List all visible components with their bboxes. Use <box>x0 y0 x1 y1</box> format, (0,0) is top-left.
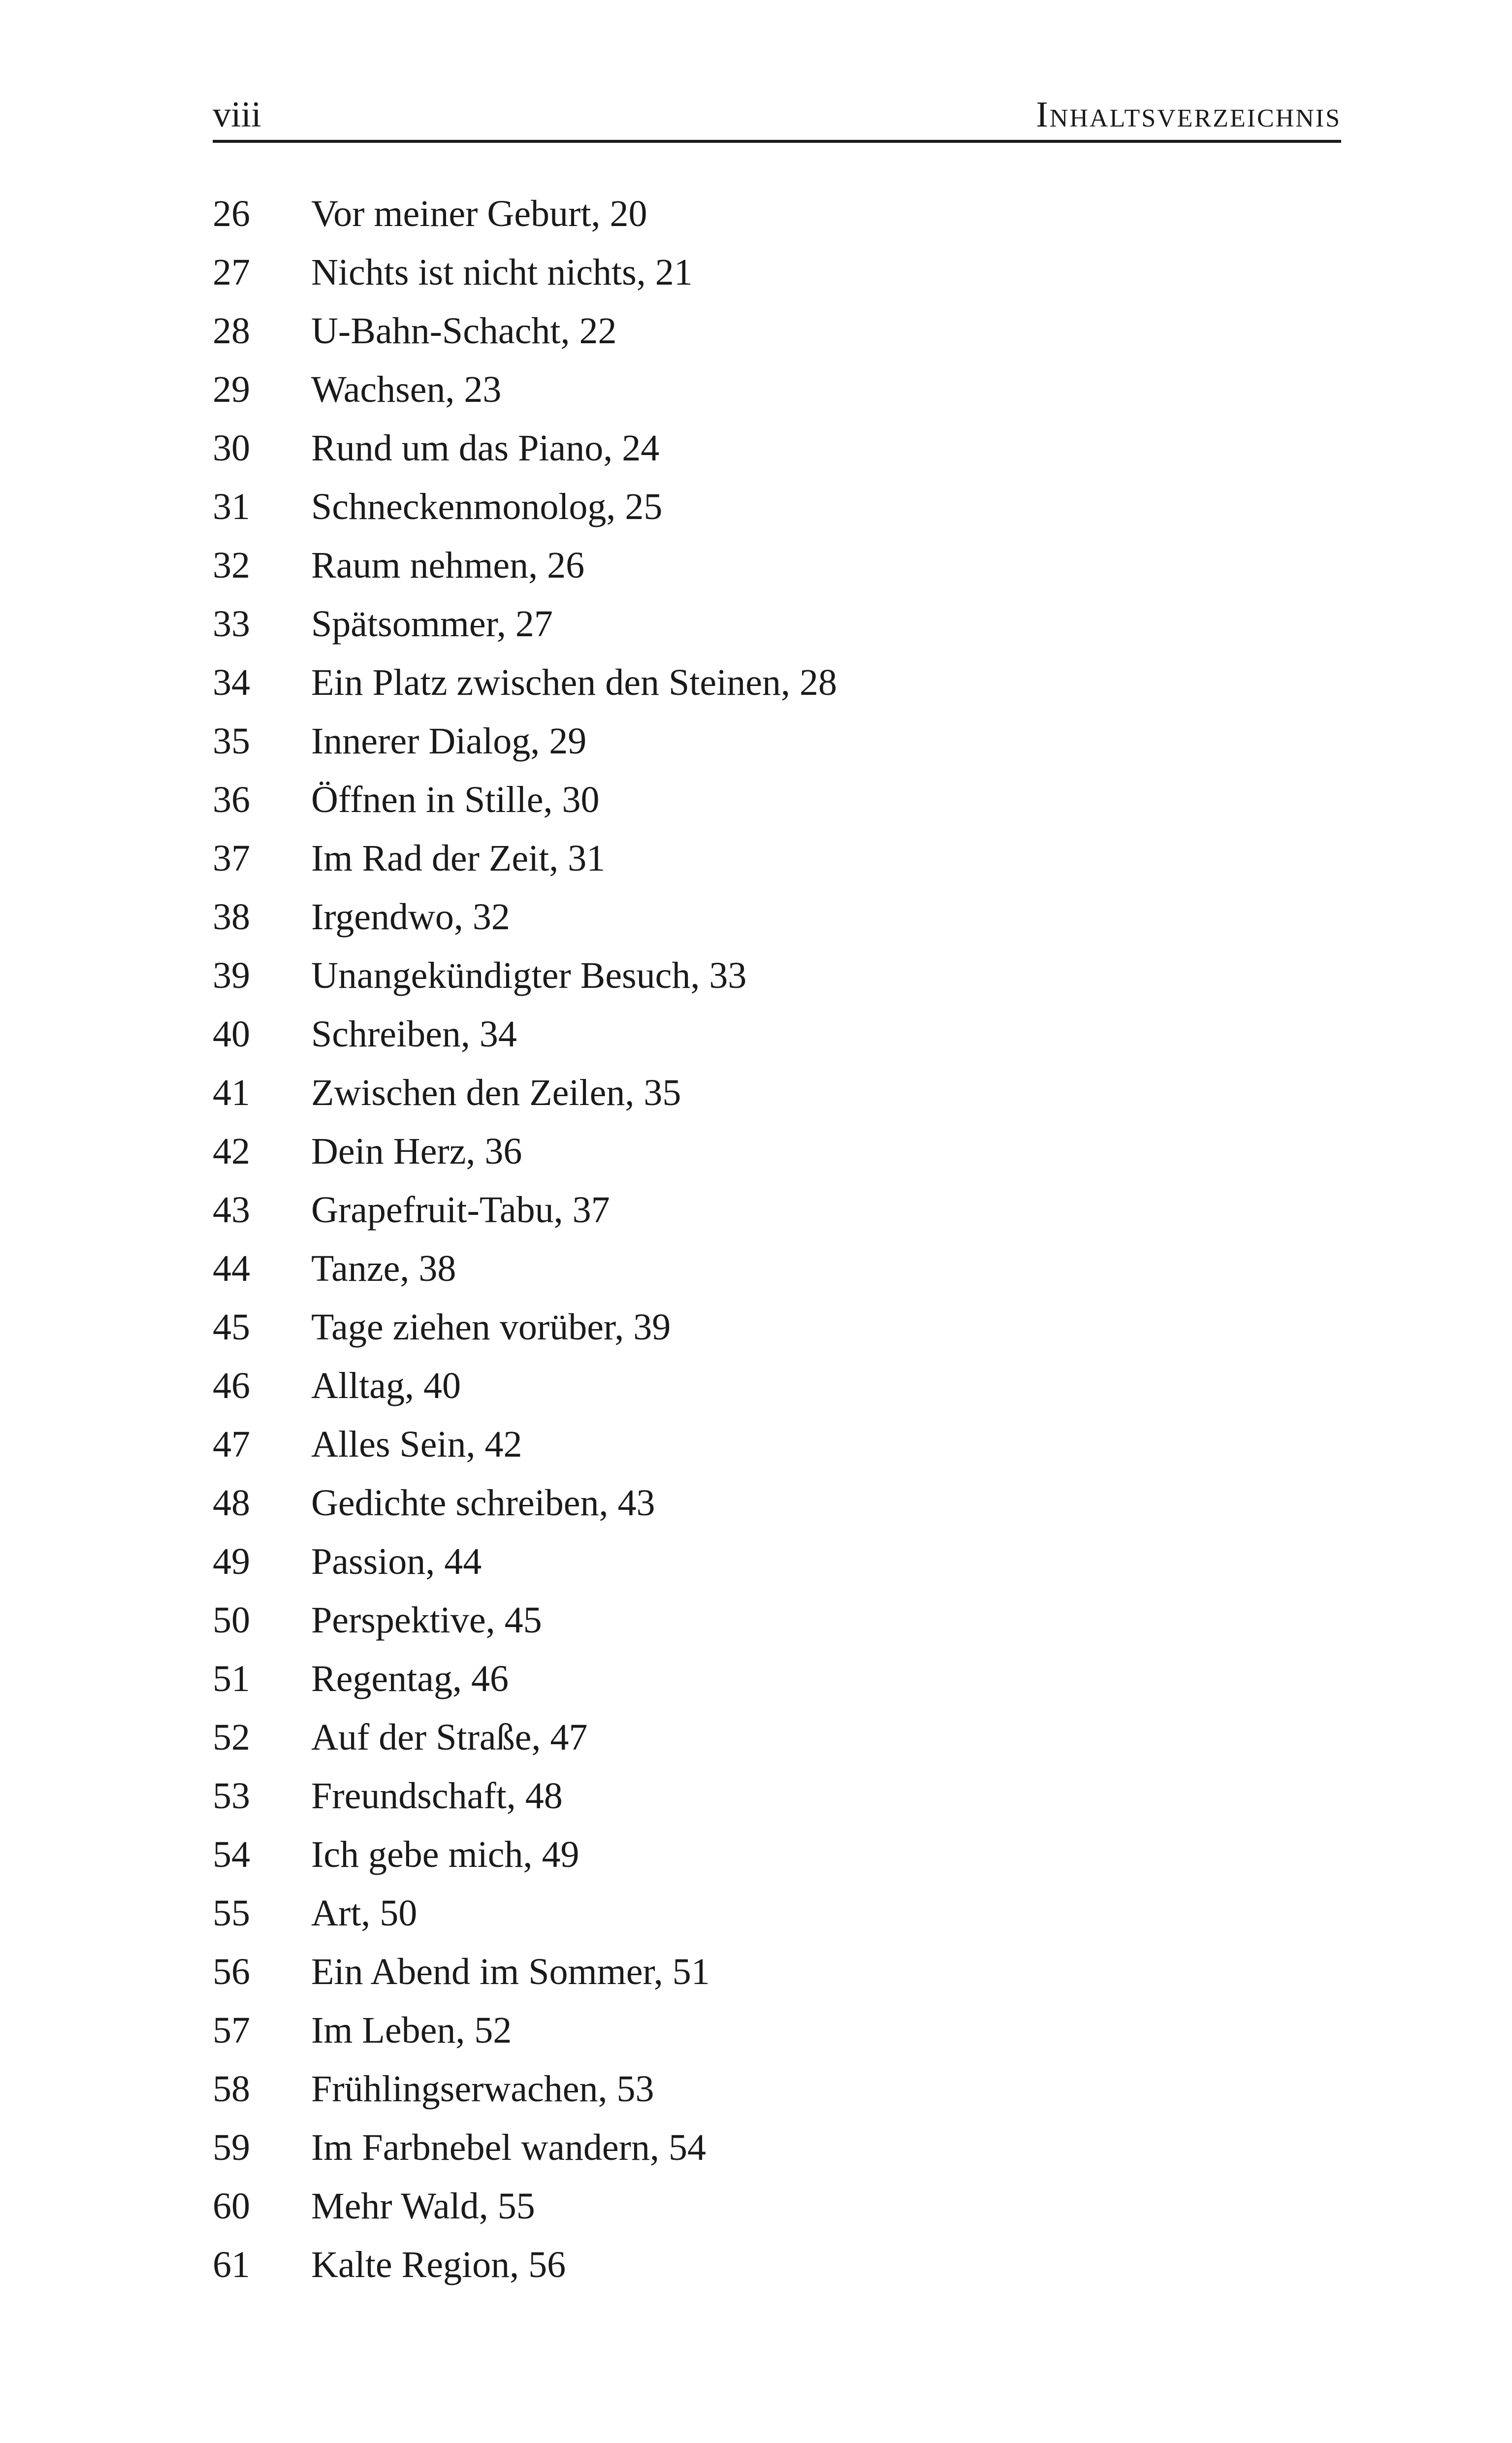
toc-entry <box>213 1474 1341 1532</box>
toc-entry-number: 33 <box>213 603 250 645</box>
toc-entry <box>213 829 1341 888</box>
toc-entry-title: Gedichte schreiben, 43 <box>311 1482 655 1524</box>
toc-entry <box>213 1298 1341 1357</box>
toc-entry-title: Irgendwo, 32 <box>311 896 510 938</box>
running-header <box>213 89 1341 143</box>
toc-entry-number: 56 <box>213 1951 250 1992</box>
toc-entry <box>213 712 1341 771</box>
toc-entry <box>213 185 1341 243</box>
toc-entry-number: 45 <box>213 1306 250 1348</box>
toc-entry-title: Im Rad der Zeit, 31 <box>311 838 606 879</box>
toc-entry-title: Frühlingserwachen, 53 <box>311 2068 654 2110</box>
toc-entry <box>213 1181 1341 1239</box>
toc-entry <box>213 1005 1341 1064</box>
toc-entry-number: 26 <box>213 193 250 234</box>
running-title: Inhaltsverzeichnis <box>1036 95 1341 135</box>
toc-entry <box>213 653 1341 712</box>
toc-entry-number: 28 <box>213 310 250 352</box>
page-number: viii <box>213 95 261 135</box>
toc-entry <box>213 1884 1341 1943</box>
toc-entry <box>213 1767 1341 1825</box>
toc-entry <box>213 2177 1341 2236</box>
toc-entry-title: Im Leben, 52 <box>311 2010 512 2051</box>
toc-entry-title: Tanze, 38 <box>311 1248 456 1289</box>
toc-entry <box>213 2060 1341 2118</box>
toc-entry <box>213 1415 1341 1474</box>
toc-entry <box>213 595 1341 653</box>
toc-entry <box>213 2001 1341 2060</box>
toc-entry-title: Nichts ist nicht nichts, 21 <box>311 252 693 293</box>
toc-entry-number: 44 <box>213 1248 250 1289</box>
toc-entry-number: 43 <box>213 1189 250 1231</box>
toc-entry-number: 55 <box>213 1892 250 1934</box>
toc-entry-number: 29 <box>213 369 250 410</box>
toc-entry-number: 35 <box>213 720 250 762</box>
toc-entry <box>213 1825 1341 1884</box>
toc-entry-number: 59 <box>213 2127 250 2168</box>
toc-entry-title: Spätsommer, 27 <box>311 603 553 645</box>
toc-entry-title: Mehr Wald, 55 <box>311 2185 535 2227</box>
toc-entry-title: Regentag, 46 <box>311 1658 509 1699</box>
toc-entry-title: Tage ziehen vorüber, 39 <box>311 1306 671 1348</box>
toc-entry-title: Kalte Region, 56 <box>311 2244 566 2285</box>
toc-entry-title: Dein Herz, 36 <box>311 1131 522 1172</box>
toc-entry-title: Grapefruit-Tabu, 37 <box>311 1189 610 1231</box>
toc-entry <box>213 2236 1341 2294</box>
toc-entry-title: Ich gebe mich, 49 <box>311 1834 579 1875</box>
toc-entry-number: 50 <box>213 1599 250 1641</box>
toc-entry-title: Art, 50 <box>311 1892 418 1934</box>
toc-entry-title: Wachsen, 23 <box>311 369 502 410</box>
toc-entry <box>213 1239 1341 1298</box>
toc-entry-title: Ein Platz zwischen den Steinen, 28 <box>311 662 837 703</box>
toc-entry <box>213 1532 1341 1591</box>
toc-entry-number: 60 <box>213 2185 250 2227</box>
toc-entry <box>213 2118 1341 2177</box>
toc-entry-title: Im Farbnebel wandern, 54 <box>311 2127 706 2168</box>
toc-entry-title: Schreiben, 34 <box>311 1013 517 1055</box>
toc-entry-title: Passion, 44 <box>311 1541 482 1582</box>
toc-entry <box>213 771 1341 829</box>
toc-entry-title: Perspektive, 45 <box>311 1599 542 1641</box>
toc-entry-number: 40 <box>213 1013 250 1055</box>
toc-entry <box>213 1064 1341 1122</box>
toc-entry-number: 51 <box>213 1658 250 1699</box>
toc-entry-number: 46 <box>213 1365 250 1406</box>
toc-entry <box>213 478 1341 536</box>
toc-entry-title: Zwischen den Zeilen, 35 <box>311 1072 681 1113</box>
toc-entry-title: Rund um das Piano, 24 <box>311 427 660 469</box>
toc-entry <box>213 419 1341 478</box>
toc-entry-number: 32 <box>213 545 250 586</box>
toc-entry-number: 58 <box>213 2068 250 2110</box>
toc-entry-number: 41 <box>213 1072 250 1113</box>
toc-entry <box>213 360 1341 419</box>
toc-entry-number: 34 <box>213 662 250 703</box>
toc-entry-number: 49 <box>213 1541 250 1582</box>
toc-entry-number: 39 <box>213 955 250 996</box>
table-of-contents <box>213 185 1341 2294</box>
toc-entry-title: Öffnen in Stille, 30 <box>311 779 600 820</box>
toc-entry-number: 52 <box>213 1717 250 1758</box>
toc-entry-number: 36 <box>213 779 250 820</box>
toc-entry <box>213 302 1341 360</box>
toc-entry-title: U-Bahn-Schacht, 22 <box>311 310 617 352</box>
toc-entry <box>213 1122 1341 1181</box>
toc-entry-number: 54 <box>213 1834 250 1875</box>
toc-entry <box>213 243 1341 302</box>
toc-entry-title: Schneckenmonolog, 25 <box>311 486 663 527</box>
toc-entry-title: Unangekündigter Besuch, 33 <box>311 955 747 996</box>
toc-entry-number: 30 <box>213 427 250 469</box>
toc-entry-number: 37 <box>213 838 250 879</box>
toc-entry-title: Vor meiner Geburt, 20 <box>311 193 647 234</box>
toc-entry-title: Alles Sein, 42 <box>311 1424 522 1465</box>
toc-entry-title: Freundschaft, 48 <box>311 1775 563 1817</box>
toc-entry <box>213 888 1341 946</box>
toc-entry <box>213 1357 1341 1415</box>
toc-entry <box>213 1708 1341 1767</box>
toc-entry-number: 31 <box>213 486 250 527</box>
toc-entry-title: Auf der Straße, 47 <box>311 1717 588 1758</box>
toc-entry-title: Raum nehmen, 26 <box>311 545 585 586</box>
toc-entry-title: Ein Abend im Sommer, 51 <box>311 1951 710 1992</box>
toc-entry <box>213 946 1341 1005</box>
toc-entry <box>213 536 1341 595</box>
toc-entry-number: 42 <box>213 1131 250 1172</box>
toc-entry-number: 47 <box>213 1424 250 1465</box>
toc-entry-number: 57 <box>213 2010 250 2051</box>
toc-entry-number: 48 <box>213 1482 250 1524</box>
toc-entry <box>213 1591 1341 1650</box>
toc-entry-title: Alltag, 40 <box>311 1365 461 1406</box>
toc-entry-title: Innerer Dialog, 29 <box>311 720 587 762</box>
toc-entry <box>213 1650 1341 1708</box>
toc-entry-number: 38 <box>213 896 250 938</box>
toc-entry-number: 61 <box>213 2244 250 2285</box>
toc-entry <box>213 1943 1341 2001</box>
toc-entry-number: 27 <box>213 252 250 293</box>
toc-entry-number: 53 <box>213 1775 250 1817</box>
